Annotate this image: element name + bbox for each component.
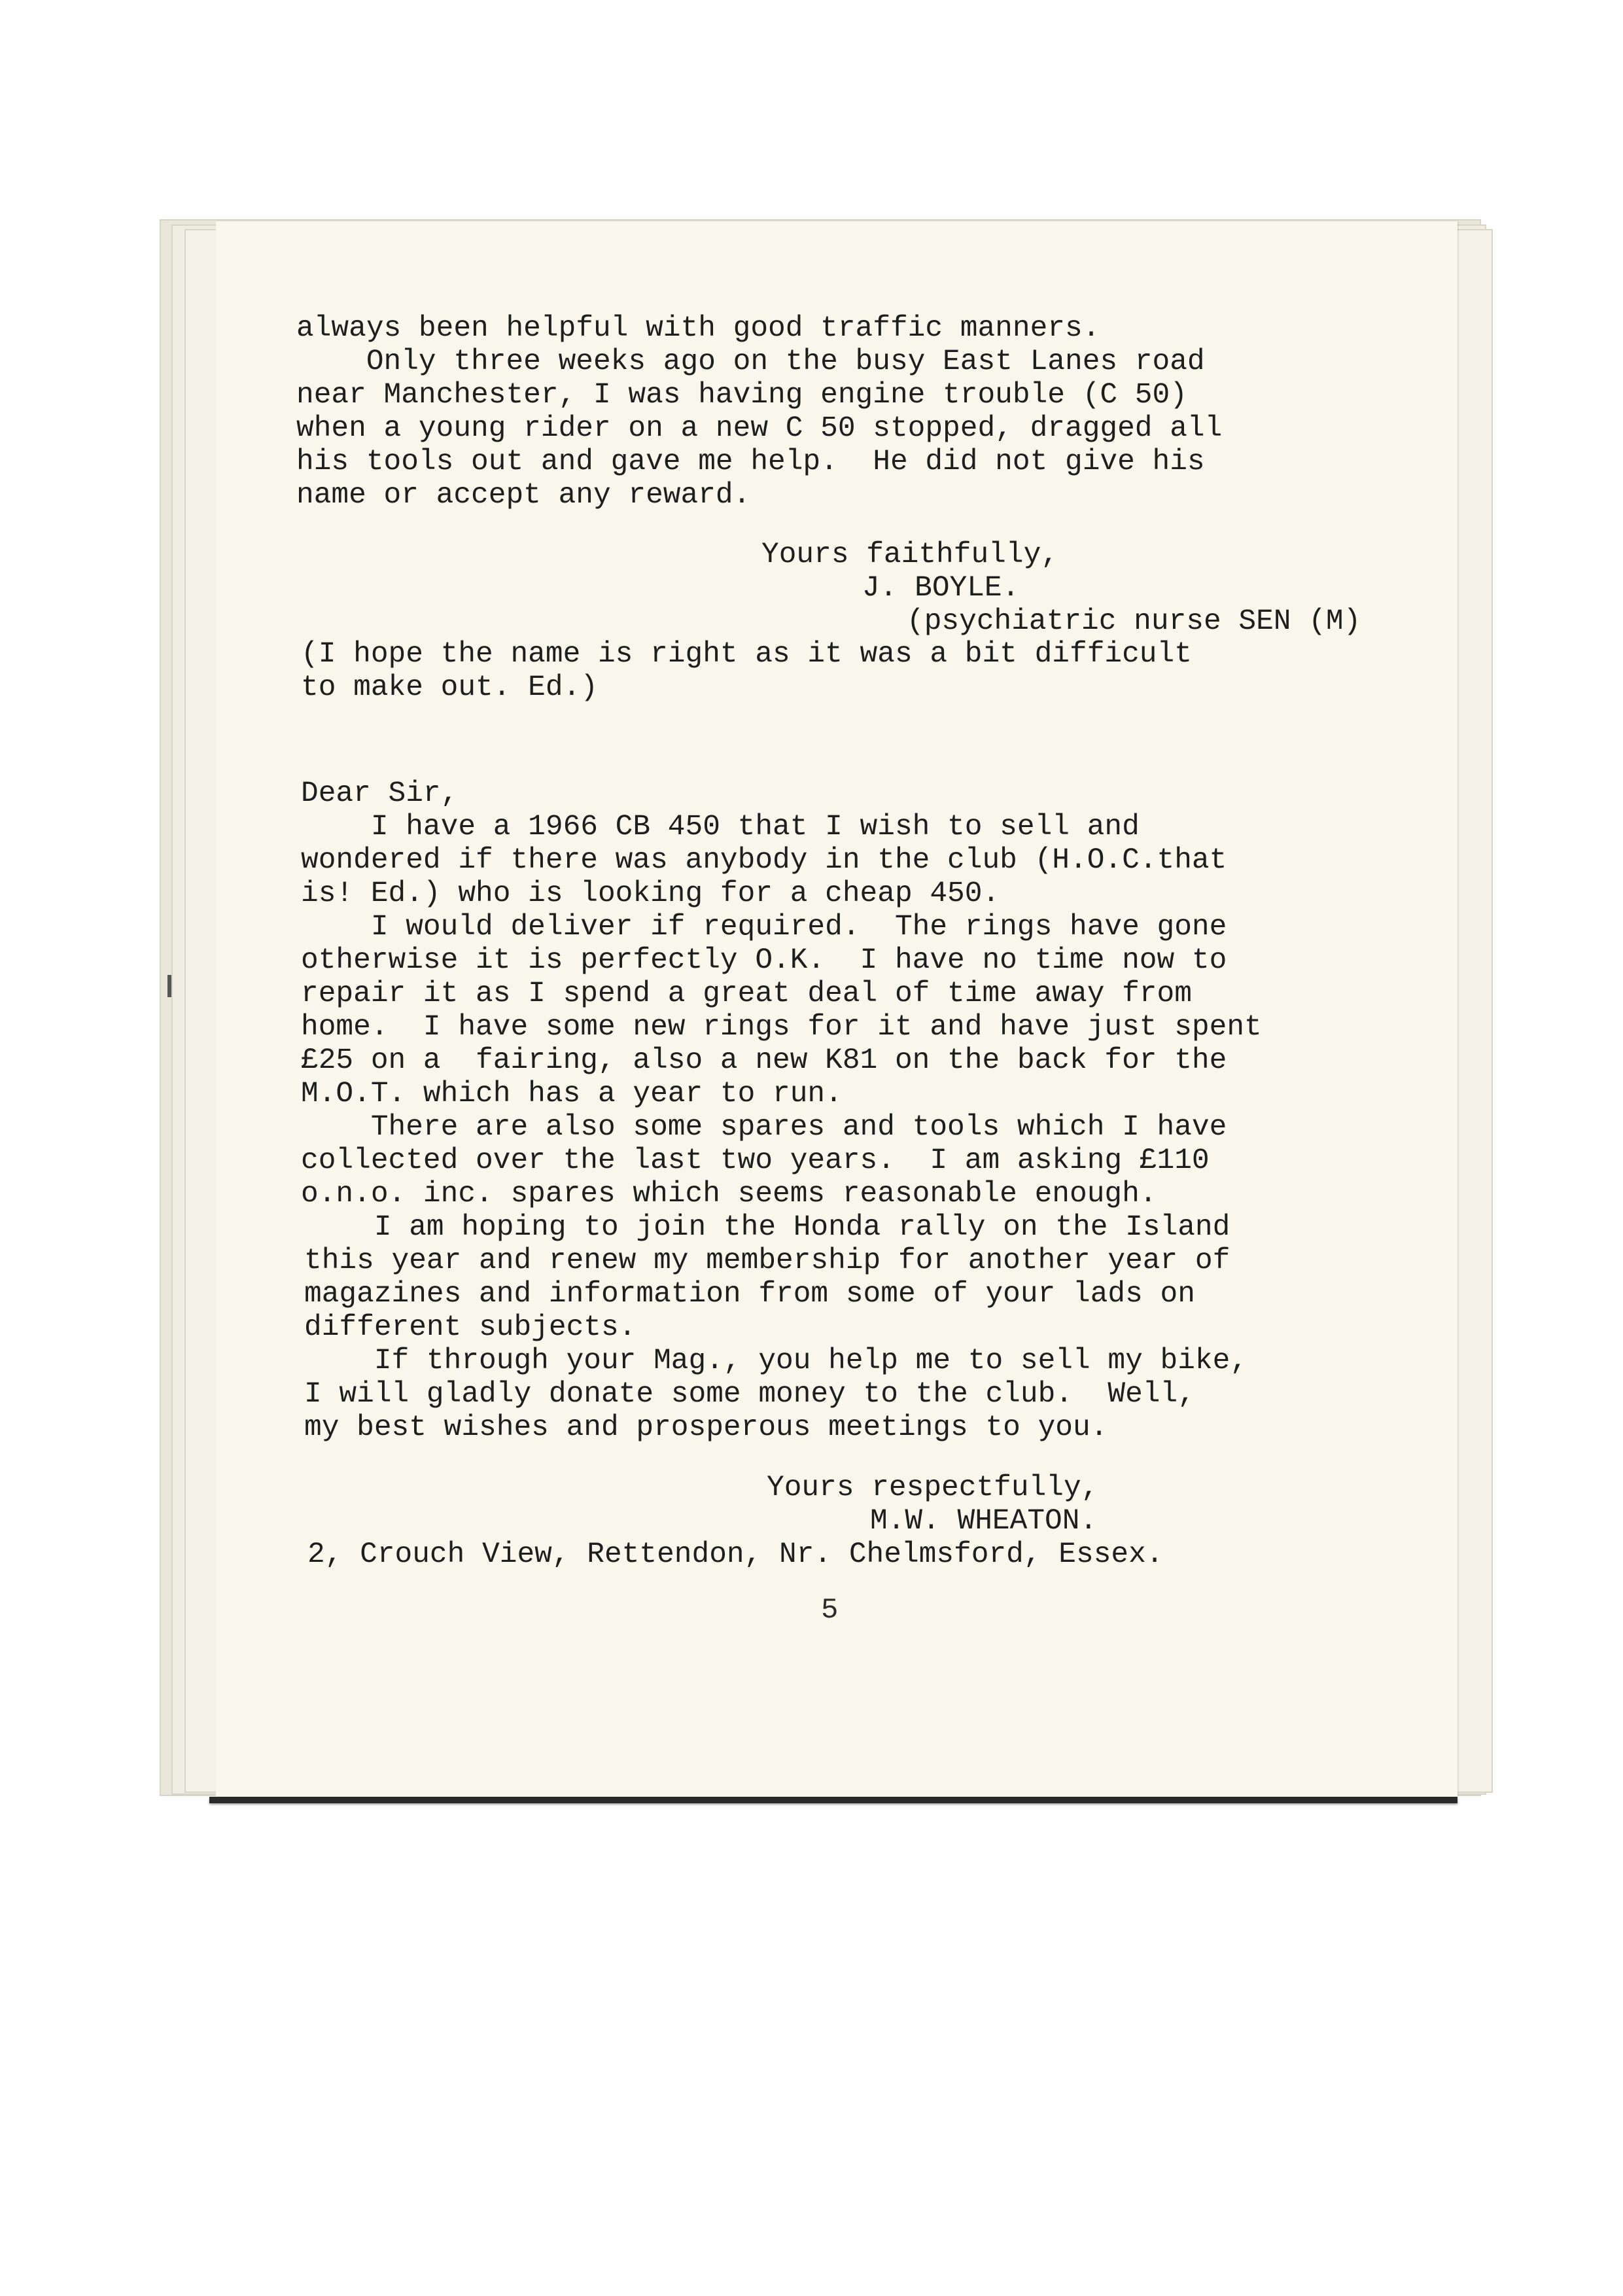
body-line: my best wishes and prosperous meetings to you.	[304, 1411, 1108, 1444]
body-line: I would deliver if required. The rings have gone	[301, 911, 1227, 944]
editor-note: to make out. Ed.)	[301, 671, 598, 704]
margin-mark	[167, 975, 171, 997]
body-line: this year and renew my membership for another year of	[304, 1245, 1230, 1277]
body-line: otherwise it is perfectly O.K. I have no time now to	[301, 944, 1227, 977]
page-bottom-edge	[209, 1797, 1457, 1803]
editor-note: (I hope the name is right as it was a bit difficult	[301, 638, 1192, 671]
document-page	[216, 221, 1457, 1797]
signature: J. BOYLE.	[862, 572, 1020, 605]
body-line: name or accept any reward.	[296, 479, 751, 512]
closing: Yours respectfully,	[767, 1472, 1099, 1504]
body-line: near Manchester, I was having engine trouble (C 50)	[296, 379, 1187, 412]
body-line: home. I have some new rings for it and have just spent	[301, 1011, 1262, 1044]
salutation: Dear Sir,	[301, 777, 459, 810]
body-line: I have a 1966 CB 450 that I wish to sell and	[301, 811, 1140, 843]
body-line: I am hoping to join the Honda rally on the Island	[304, 1211, 1230, 1244]
body-line: always been helpful with good traffic manners.	[296, 312, 1100, 345]
body-line: Only three weeks ago on the busy East Lanes road	[296, 345, 1205, 378]
body-line: There are also some spares and tools which I have	[301, 1111, 1227, 1144]
body-line: repair it as I spend a great deal of time away from	[301, 978, 1192, 1010]
body-line: when a young rider on a new C 50 stopped, dragged all	[296, 412, 1223, 445]
page-number: 5	[821, 1594, 839, 1627]
body-line: M.O.T. which has a year to run.	[301, 1078, 843, 1110]
body-line: magazines and information from some of your lads on	[304, 1278, 1195, 1311]
body-line: collected over the last two years. I am asking £110	[301, 1144, 1210, 1177]
body-line: wondered if there was anybody in the club (H.O.C.that	[301, 844, 1227, 877]
body-line: I will gladly donate some money to the club. Well,	[304, 1378, 1195, 1411]
address: 2, Crouch View, Rettendon, Nr. Chelmsford, Essex.	[307, 1538, 1164, 1571]
body-line: his tools out and gave me help. He did not give his	[296, 446, 1205, 478]
body-line: £25 on a fairing, also a new K81 on the back for the	[301, 1044, 1227, 1077]
signature-title: (psychiatric nurse SEN (M)	[907, 605, 1361, 638]
body-line: different subjects.	[304, 1311, 637, 1344]
body-line: o.n.o. inc. spares which seems reasonable enough.	[301, 1178, 1157, 1210]
body-line: If through your Mag., you help me to sell my bike,	[304, 1345, 1248, 1377]
body-line: is! Ed.) who is looking for a cheap 450.	[301, 877, 1000, 910]
signature: M.W. WHEATON.	[870, 1505, 1098, 1538]
closing: Yours faithfully,	[761, 539, 1058, 571]
